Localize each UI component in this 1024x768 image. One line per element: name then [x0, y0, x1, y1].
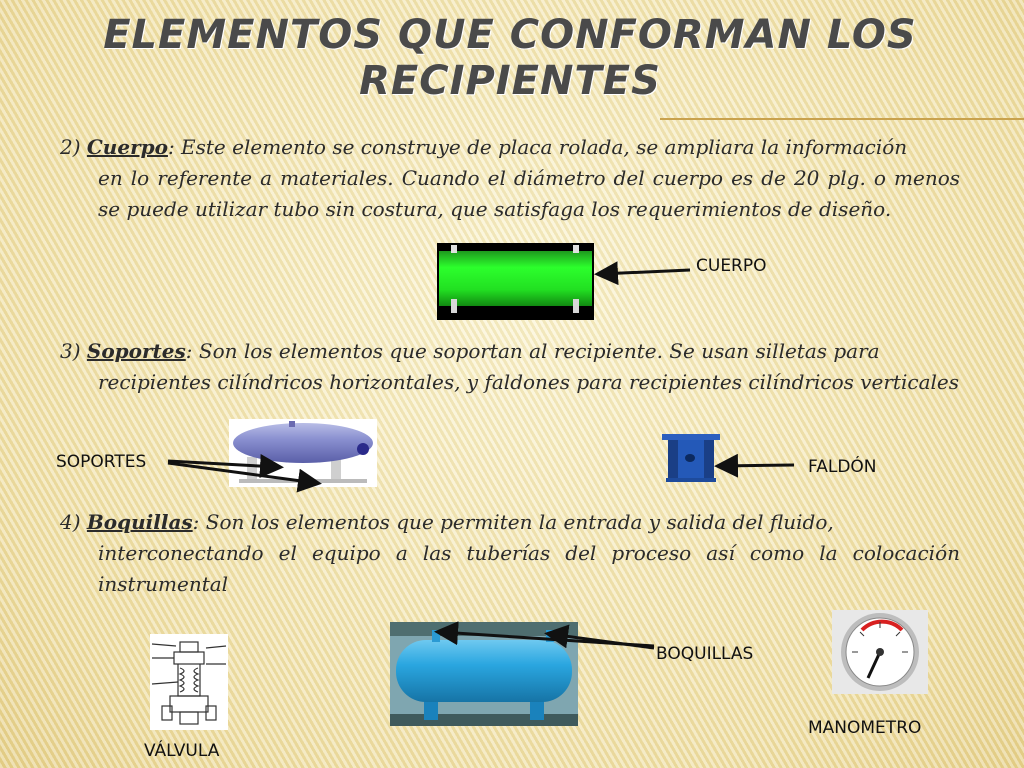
label-manometro: MANOMETRO	[808, 718, 922, 738]
paragraph-soportes: 3) Soportes: Son los elementos que soportan al recipiente. Se usan silletas para recipientes cilíndricos horizontales, y faldones para recipientes cilíndricos verticales	[60, 339, 959, 394]
slide-title	[80, 12, 940, 104]
label-boquillas: BOQUILLAS	[656, 644, 754, 664]
valvula-image	[150, 634, 228, 730]
title-line-1: ELEMENTOS QUE CONFORMAN LOS	[103, 12, 917, 58]
keyword-boquillas: Boquillas	[86, 510, 193, 534]
paragraph-boquillas: 4) Boquillas: Son los elementos que permiten la entrada y salida del fluido, interconectando el equipo a las tuberías del proceso así como la colocación instrumental	[60, 510, 960, 596]
label-faldon: FALDÓN	[808, 457, 877, 477]
arrow-cuerpo	[600, 270, 690, 274]
title-line-2: RECIPIENTES	[359, 58, 661, 104]
boquillas-image	[390, 622, 578, 726]
title-divider	[660, 118, 1024, 120]
arrow-faldon	[720, 465, 794, 466]
label-soportes: SOPORTES	[56, 452, 147, 472]
cuerpo-image	[437, 243, 594, 320]
label-cuerpo: CUERPO	[696, 256, 767, 276]
keyword-soportes: Soportes	[86, 339, 186, 363]
soportes-image	[229, 419, 377, 487]
label-valvula: VÁLVULA	[144, 741, 220, 761]
keyword-cuerpo: Cuerpo	[86, 135, 168, 159]
manometro-image	[832, 610, 928, 694]
paragraph-cuerpo: 2) Cuerpo: Este elemento se construye de placa rolada, se ampliara la información en lo referente a materiales. Cuando el diámetro del cuerpo es de 20 plg. o menos se puede utilizar tubo sin costura, que satisfaga los requerimientos de diseño.	[60, 135, 960, 221]
faldon-image	[662, 434, 720, 484]
